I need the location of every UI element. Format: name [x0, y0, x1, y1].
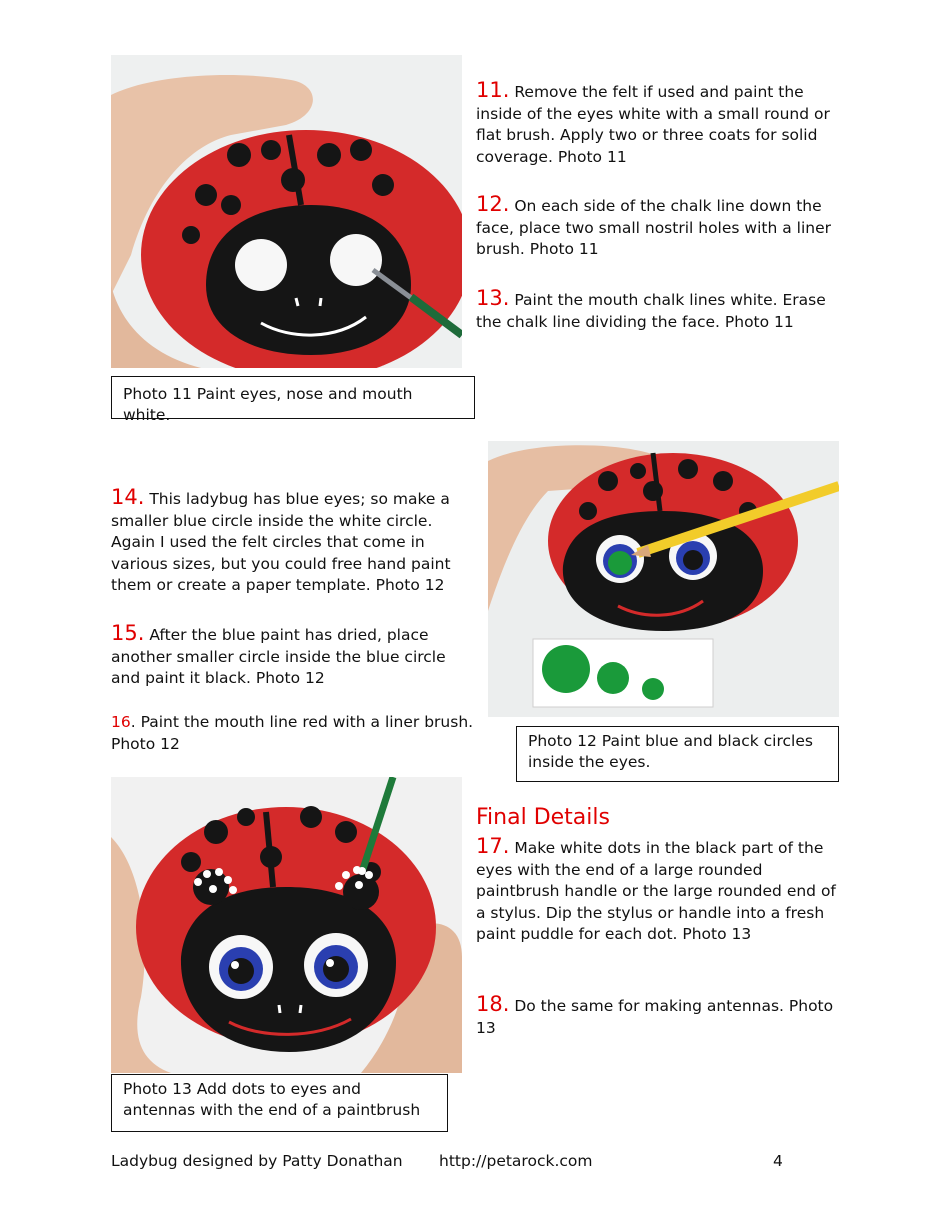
- photo-11-image: [111, 55, 462, 368]
- photo-12-image: [488, 441, 839, 717]
- photo-12-caption: Photo 12 Paint blue and black circles inside the eyes.: [516, 726, 839, 782]
- step-17: 17. Make white dots in the black part of the eyes with the end of a large rounded paintbrush handle or the large rounded end of a stylus. Dip the stylus or handle into a fresh paint puddle for each dot. Photo 13: [476, 834, 836, 943]
- step-16: 16. Paint the mouth line red with a liner brush. Photo 12: [111, 713, 474, 753]
- final-details-heading: Final Details: [476, 805, 610, 830]
- step-11: 11. Remove the felt if used and paint the inside of the eyes white with a small round or flat brush. Apply two or three coats for solid coverage. Photo 11: [476, 78, 830, 166]
- step-14: 14. This ladybug has blue eyes; so make a smaller blue circle inside the white circle. Again I used the felt circles that come in various sizes, but you could free hand paint them or create a paper template. Photo 12: [111, 485, 451, 594]
- step-18: 18. Do the same for making antennas. Photo 13: [476, 992, 834, 1037]
- photo-13-caption: Photo 13 Add dots to eyes and antennas with the end of a paintbrush: [111, 1074, 448, 1132]
- photo-13-image: [111, 777, 462, 1073]
- step-13: 13. Paint the mouth chalk lines white. Erase the chalk line dividing the face. Photo 11: [476, 286, 826, 331]
- footer-credit: Ladybug designed by Patty Donathan: [111, 1152, 403, 1170]
- step-12: 12. On each side of the chalk line down the face, place two small nostril holes with a liner brush. Photo 11: [476, 192, 831, 258]
- step-15: 15. After the blue paint has dried, place another smaller circle inside the blue circle and paint it black. Photo 12: [111, 621, 446, 687]
- footer-url[interactable]: http://petarock.com: [439, 1152, 593, 1170]
- photo-11-caption: Photo 11 Paint eyes, nose and mouth white.: [111, 376, 475, 419]
- page-number: 4: [773, 1152, 783, 1170]
